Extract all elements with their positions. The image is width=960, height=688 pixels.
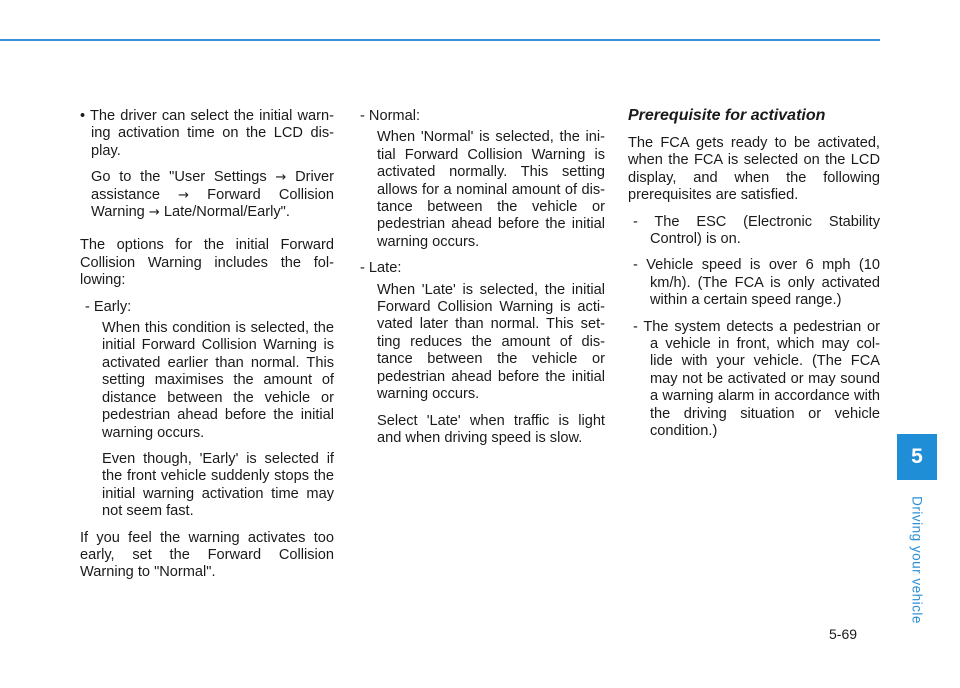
prerequisite-item: - The system detects a pedestrian or a vehicle in front, which may col-lide with your vehicle. (The FCA may not be activated or may sound a warning alarm in accordance with the driving situation or vehicle condition.) bbox=[633, 318, 880, 440]
goto-text: Go to the "User Settings bbox=[91, 169, 267, 186]
normal-description: When 'Normal' is selected, the ini-tial Forward Collision Warning is activated normally. This setting allows for a nominal amount of dis-tance between the vehicle or pedestrian ahead before the initial warning occurs. bbox=[377, 129, 605, 250]
header-rule bbox=[0, 39, 880, 41]
arrow-icon: → bbox=[148, 205, 160, 221]
late-description: When 'Late' is selected, the initial Forward Collision Warning is acti-vated later than normal. This set-ting reduces the amount of dis-tance between the vehicle or pedestrian ahead before the initial warning occurs. bbox=[377, 281, 605, 403]
section-heading: Prerequisite for activation bbox=[628, 107, 826, 124]
options-intro: The options for the initial Forward Collision Warning includes the fol-lowing: bbox=[80, 237, 334, 289]
chapter-tab: 5 bbox=[897, 434, 937, 480]
arrow-icon: → bbox=[275, 170, 287, 186]
page-number: 5-69 bbox=[829, 626, 858, 642]
early-label: - Early: bbox=[85, 298, 132, 315]
column-middle bbox=[355, 108, 605, 456]
goto-text-4: Late/Normal/Early". bbox=[163, 204, 290, 221]
normal-label: - Normal: bbox=[360, 108, 420, 124]
column-right bbox=[628, 106, 880, 450]
prerequisite-intro: The FCA gets ready to be activated, when the FCA is selected on the LCD display, and when the following prerequisites are satisfied. bbox=[628, 135, 880, 204]
chapter-title: Driving your vehicle bbox=[909, 496, 925, 624]
prerequisite-item: - The ESC (Electronic Stability Control) is on. bbox=[633, 213, 880, 248]
goto-text-2: Driver assistance bbox=[91, 169, 334, 203]
prerequisite-item: - Vehicle speed is over 6 mph (10 km/h). (The FCA is only activated within a certain speed range.) bbox=[633, 257, 880, 309]
goto-text-3: Forward Collision Warning bbox=[91, 186, 334, 221]
arrow-icon: → bbox=[178, 187, 190, 203]
bullet-text: The driver can select the initial warn-ing activation time on the LCD dis-play. bbox=[89, 108, 334, 159]
late-note: Select 'Late' when traffic is light and when driving speed is slow. bbox=[377, 412, 605, 446]
closing-paragraph: If you feel the warning activates too early, set the Forward Collision Warning to "Normal". bbox=[80, 529, 334, 581]
goto-paragraph bbox=[80, 169, 334, 221]
early-note: Even though, 'Early' is selected if the front vehicle suddenly stops the initial warning activation time may not seem fast. bbox=[102, 450, 334, 520]
late-label: - Late: bbox=[360, 260, 402, 277]
early-description: When this condition is selected, the initial Forward Collision Warning is activated earlier than normal. This setting maximises the amount of distance between the vehicle or pedestrian ahead before the initial warning occurs. bbox=[102, 320, 334, 441]
bullet-paragraph: • The driver can select the initial warn-ing activation time on the LCD dis-play. bbox=[80, 108, 334, 159]
column-left bbox=[80, 108, 334, 591]
